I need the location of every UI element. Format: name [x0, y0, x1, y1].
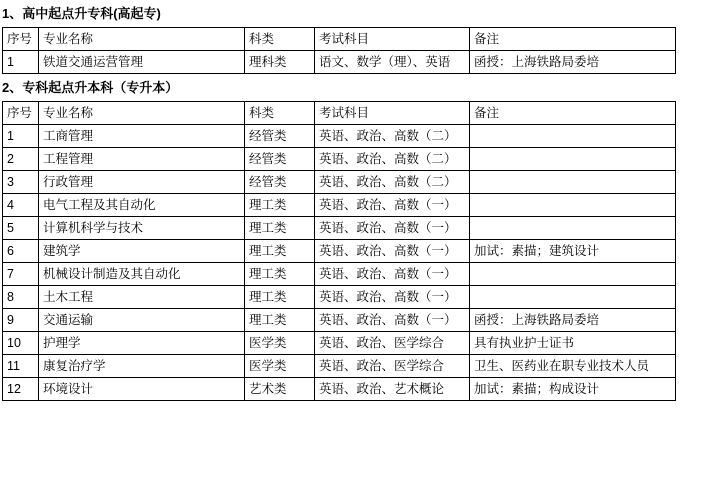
cell-category: 医学类 — [245, 332, 315, 355]
table-row — [3, 125, 676, 148]
cell-category: 理工类 — [245, 240, 315, 263]
cell-subjects: 英语、政治、高数（二） — [315, 148, 470, 171]
table-row — [3, 194, 676, 217]
cell-category: 理工类 — [245, 194, 315, 217]
table-header-row — [3, 28, 676, 51]
cell-subjects: 英语、政治、高数（一） — [315, 217, 470, 240]
cell-remark — [470, 217, 676, 240]
column-header: 序号 — [3, 102, 39, 125]
table-row — [3, 51, 676, 74]
cell-major: 电气工程及其自动化 — [39, 194, 245, 217]
cell-subjects: 英语、政治、医学综合 — [315, 332, 470, 355]
cell-subjects: 英语、政治、高数（一） — [315, 194, 470, 217]
cell-index: 2 — [3, 148, 39, 171]
table-row — [3, 217, 676, 240]
exam-table-1 — [2, 27, 676, 74]
table-row — [3, 263, 676, 286]
cell-remark: 加试：素描；构成设计 — [470, 378, 676, 401]
cell-category: 经管类 — [245, 125, 315, 148]
cell-major: 铁道交通运营管理 — [39, 51, 245, 74]
cell-index: 1 — [3, 125, 39, 148]
cell-remark: 卫生、医药业在职专业技术人员 — [470, 355, 676, 378]
document-page — [0, 6, 707, 401]
cell-remark — [470, 171, 676, 194]
cell-category: 理工类 — [245, 263, 315, 286]
cell-major: 交通运输 — [39, 309, 245, 332]
cell-remark: 加试：素描；建筑设计 — [470, 240, 676, 263]
cell-remark — [470, 148, 676, 171]
column-header: 专业名称 — [39, 28, 245, 51]
cell-major: 建筑学 — [39, 240, 245, 263]
cell-major: 环境设计 — [39, 378, 245, 401]
cell-category: 理科类 — [245, 51, 315, 74]
cell-index: 6 — [3, 240, 39, 263]
cell-index: 11 — [3, 355, 39, 378]
column-header: 专业名称 — [39, 102, 245, 125]
cell-index: 7 — [3, 263, 39, 286]
cell-category: 经管类 — [245, 148, 315, 171]
cell-major: 工程管理 — [39, 148, 245, 171]
cell-remark: 具有执业护士证书 — [470, 332, 676, 355]
cell-category: 理工类 — [245, 309, 315, 332]
table-row — [3, 286, 676, 309]
table-header-row — [3, 102, 676, 125]
cell-major: 康复治疗学 — [39, 355, 245, 378]
cell-subjects: 英语、政治、高数（二） — [315, 125, 470, 148]
cell-remark — [470, 263, 676, 286]
column-header: 科类 — [245, 102, 315, 125]
table-row — [3, 171, 676, 194]
cell-index: 8 — [3, 286, 39, 309]
cell-remark — [470, 194, 676, 217]
cell-category: 理工类 — [245, 286, 315, 309]
cell-subjects: 英语、政治、医学综合 — [315, 355, 470, 378]
cell-major: 计算机科学与技术 — [39, 217, 245, 240]
cell-subjects: 英语、政治、高数（一） — [315, 286, 470, 309]
cell-category: 理工类 — [245, 217, 315, 240]
cell-remark — [470, 286, 676, 309]
table-row — [3, 378, 676, 401]
cell-subjects: 英语、政治、高数（一） — [315, 240, 470, 263]
cell-major: 土木工程 — [39, 286, 245, 309]
section-heading-1: 1、高中起点升专科(高起专) — [2, 6, 161, 21]
cell-index: 12 — [3, 378, 39, 401]
table-row — [3, 332, 676, 355]
cell-subjects: 语文、数学（理）、英语 — [315, 51, 470, 74]
cell-major: 工商管理 — [39, 125, 245, 148]
cell-major: 机械设计制造及其自动化 — [39, 263, 245, 286]
column-header: 考试科目 — [315, 102, 470, 125]
column-header: 备注 — [470, 28, 676, 51]
cell-major: 行政管理 — [39, 171, 245, 194]
cell-index: 3 — [3, 171, 39, 194]
cell-index: 9 — [3, 309, 39, 332]
cell-category: 艺术类 — [245, 378, 315, 401]
cell-index: 1 — [3, 51, 39, 74]
cell-subjects: 英语、政治、艺术概论 — [315, 378, 470, 401]
cell-index: 10 — [3, 332, 39, 355]
exam-table-2 — [2, 101, 676, 401]
section-heading-2: 2、专科起点升本科（专升本） — [2, 80, 179, 95]
cell-index: 5 — [3, 217, 39, 240]
column-header: 考试科目 — [315, 28, 470, 51]
column-header: 科类 — [245, 28, 315, 51]
cell-category: 经管类 — [245, 171, 315, 194]
cell-subjects: 英语、政治、高数（一） — [315, 309, 470, 332]
cell-major: 护理学 — [39, 332, 245, 355]
table-row — [3, 355, 676, 378]
cell-remark: 函授：上海铁路局委培 — [470, 51, 676, 74]
cell-subjects: 英语、政治、高数（二） — [315, 171, 470, 194]
cell-remark: 函授：上海铁路局委培 — [470, 309, 676, 332]
column-header: 序号 — [3, 28, 39, 51]
cell-remark — [470, 125, 676, 148]
cell-category: 医学类 — [245, 355, 315, 378]
table-row — [3, 148, 676, 171]
table-row — [3, 309, 676, 332]
cell-subjects: 英语、政治、高数（一） — [315, 263, 470, 286]
table-row — [3, 240, 676, 263]
cell-index: 4 — [3, 194, 39, 217]
column-header: 备注 — [470, 102, 676, 125]
